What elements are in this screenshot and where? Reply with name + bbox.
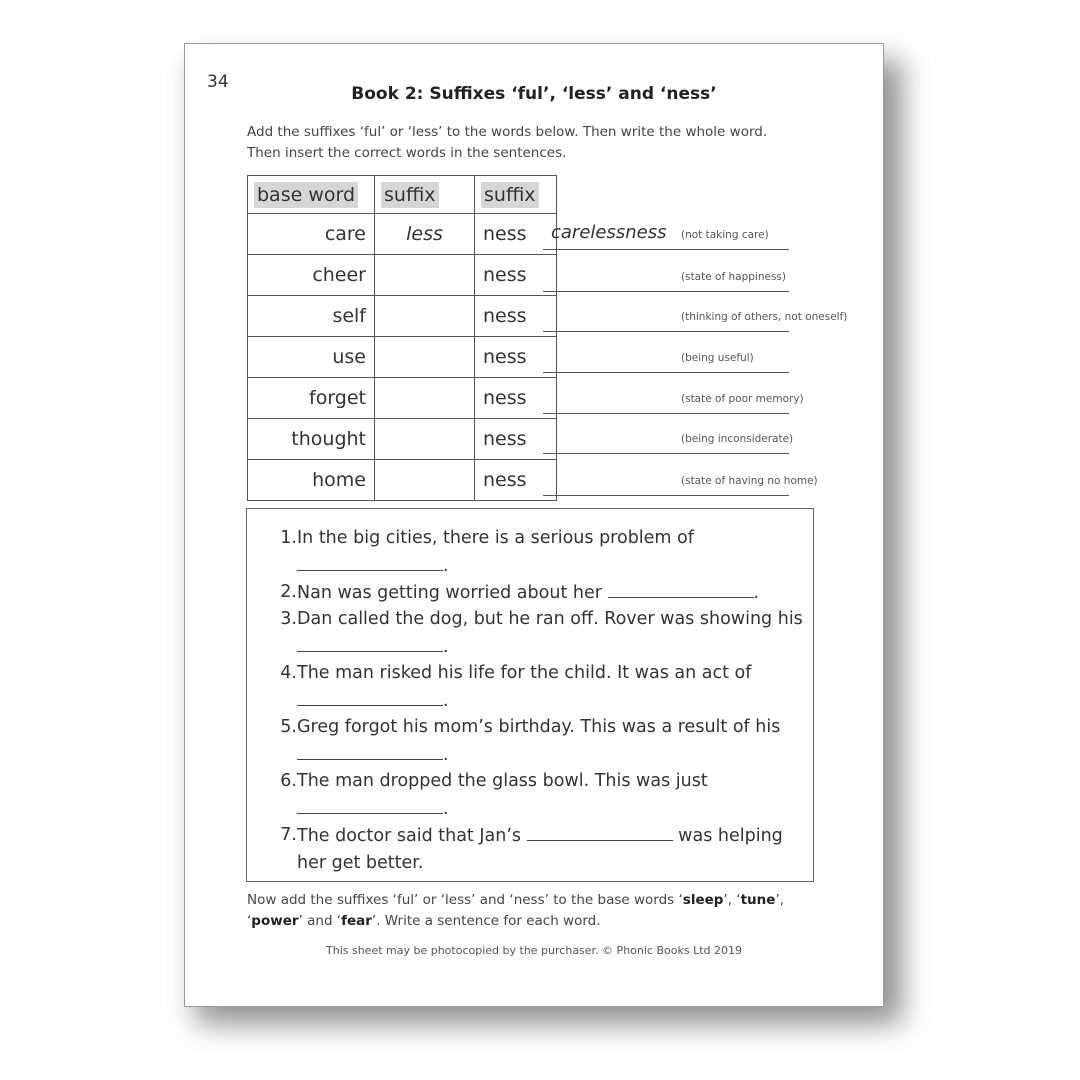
suffix-input-cell[interactable] [375, 378, 475, 419]
table-row [248, 419, 557, 460]
sentence-text: Greg forgot his mom’s birthday. This was a result of his [297, 717, 781, 737]
suffix-input-cell[interactable] [375, 419, 475, 460]
suffix-ness-cell: ness [475, 214, 557, 255]
suffix-ness-cell: ness [475, 337, 557, 378]
sentence-text: Nan was getting worried about her [297, 583, 602, 603]
instruction-line: Add the suffixes ‘ful’ or ‘less’ to the words below. Then write the whole word. [247, 124, 768, 140]
footer-line: Now add the suffixes ‘ful’ or ‘less’ and ‘ness’ to the base words ‘sleep’, ‘tune’, [247, 892, 785, 908]
answer-line[interactable] [543, 295, 848, 332]
suffix-input-cell[interactable] [375, 255, 475, 296]
base-word-cell: home [248, 460, 375, 501]
sentence-text: Dan called the dog, but he ran off. Rover was showing his [297, 609, 803, 629]
sentence-blank[interactable] [297, 687, 443, 706]
sentence-blank[interactable] [297, 633, 443, 652]
table-header-row [248, 176, 557, 214]
sentence-text: The man dropped the glass bowl. This was just [297, 771, 708, 791]
answer-line[interactable] [543, 336, 789, 373]
table-row [248, 255, 557, 296]
copyright-notice: This sheet may be photocopied by the purchaser. © Phonic Books Ltd 2019 [326, 944, 742, 957]
suffix-input-cell[interactable]: less [375, 214, 475, 255]
answer-hint: (state of happiness) [681, 271, 786, 283]
table-row [248, 296, 557, 337]
answer-hint: (not taking care) [681, 229, 769, 241]
sentence-blank[interactable] [297, 552, 443, 571]
base-word-cell: cheer [248, 255, 375, 296]
sentence-blank[interactable] [608, 579, 754, 598]
worksheet-page [184, 43, 884, 1007]
answer-hint: (being useful) [681, 352, 754, 364]
answer-line[interactable] [543, 459, 818, 496]
answer-line[interactable] [543, 255, 789, 292]
suffix-input-cell[interactable] [375, 460, 475, 501]
table-row [248, 214, 557, 255]
suffix-input-cell[interactable] [375, 296, 475, 337]
table-row [248, 378, 557, 419]
answer-hint: (state of having no home) [681, 475, 818, 487]
answer-line[interactable] [543, 213, 789, 250]
page-title: Book 2: Suffixes ‘ful’, ‘less’ and ‘ness’ [351, 84, 717, 104]
answer-word: carelessness [551, 222, 667, 243]
instructions [247, 122, 847, 164]
header-suffix-2: suffix [475, 176, 557, 214]
answer-hint: (being inconsiderate) [681, 433, 794, 445]
footer-instructions [247, 890, 847, 932]
sentence-text: The man risked his life for the child. It was an act of [297, 663, 752, 683]
sentence-blank[interactable] [297, 741, 443, 760]
sentences-box: 1. In the big cities, there is a serious problem of . 2. Nan was getting worried about her . 3. Dan called the dog, but he ran off. Rover was showing his . 4. The man risked his life for the child. It was an act of . 5. Greg forgot his mom’s birthday. This was a result of his . 6. The man dropped the glass bowl. This was just . 7. The doctor said that Jan’s was helping her get better. [246, 508, 814, 882]
answer-hint: (thinking of others, not oneself) [681, 311, 848, 323]
base-word-cell: care [248, 214, 375, 255]
suffix-ness-cell: ness [475, 460, 557, 501]
suffix-ness-cell: ness [475, 378, 557, 419]
suffix-ness-cell: ness [475, 296, 557, 337]
base-word-cell: thought [248, 419, 375, 460]
suffix-ness-cell: ness [475, 255, 557, 296]
base-word-cell: forget [248, 378, 375, 419]
base-word-cell: self [248, 296, 375, 337]
suffix-input-cell[interactable] [375, 337, 475, 378]
sentence-text: In the big cities, there is a serious problem of [297, 528, 694, 548]
header-suffix-1: suffix [375, 176, 475, 214]
answer-line[interactable] [543, 377, 804, 414]
sentence-blank[interactable] [527, 822, 673, 841]
suffix-table [247, 175, 557, 501]
page-number: 34 [207, 72, 229, 92]
answer-hint: (state of poor memory) [681, 393, 804, 405]
table-row [248, 337, 557, 378]
sentence-text: The doctor said that Jan’s [297, 826, 522, 846]
instruction-line: Then insert the correct words in the sentences. [247, 145, 567, 161]
sentence-blank[interactable] [297, 795, 443, 814]
table-row [248, 460, 557, 501]
header-base-word: base word [248, 176, 375, 214]
suffix-ness-cell: ness [475, 419, 557, 460]
footer-line: ‘power’ and ‘fear’. Write a sentence for each word. [247, 913, 601, 929]
base-word-cell: use [248, 337, 375, 378]
answer-line[interactable] [543, 417, 794, 454]
